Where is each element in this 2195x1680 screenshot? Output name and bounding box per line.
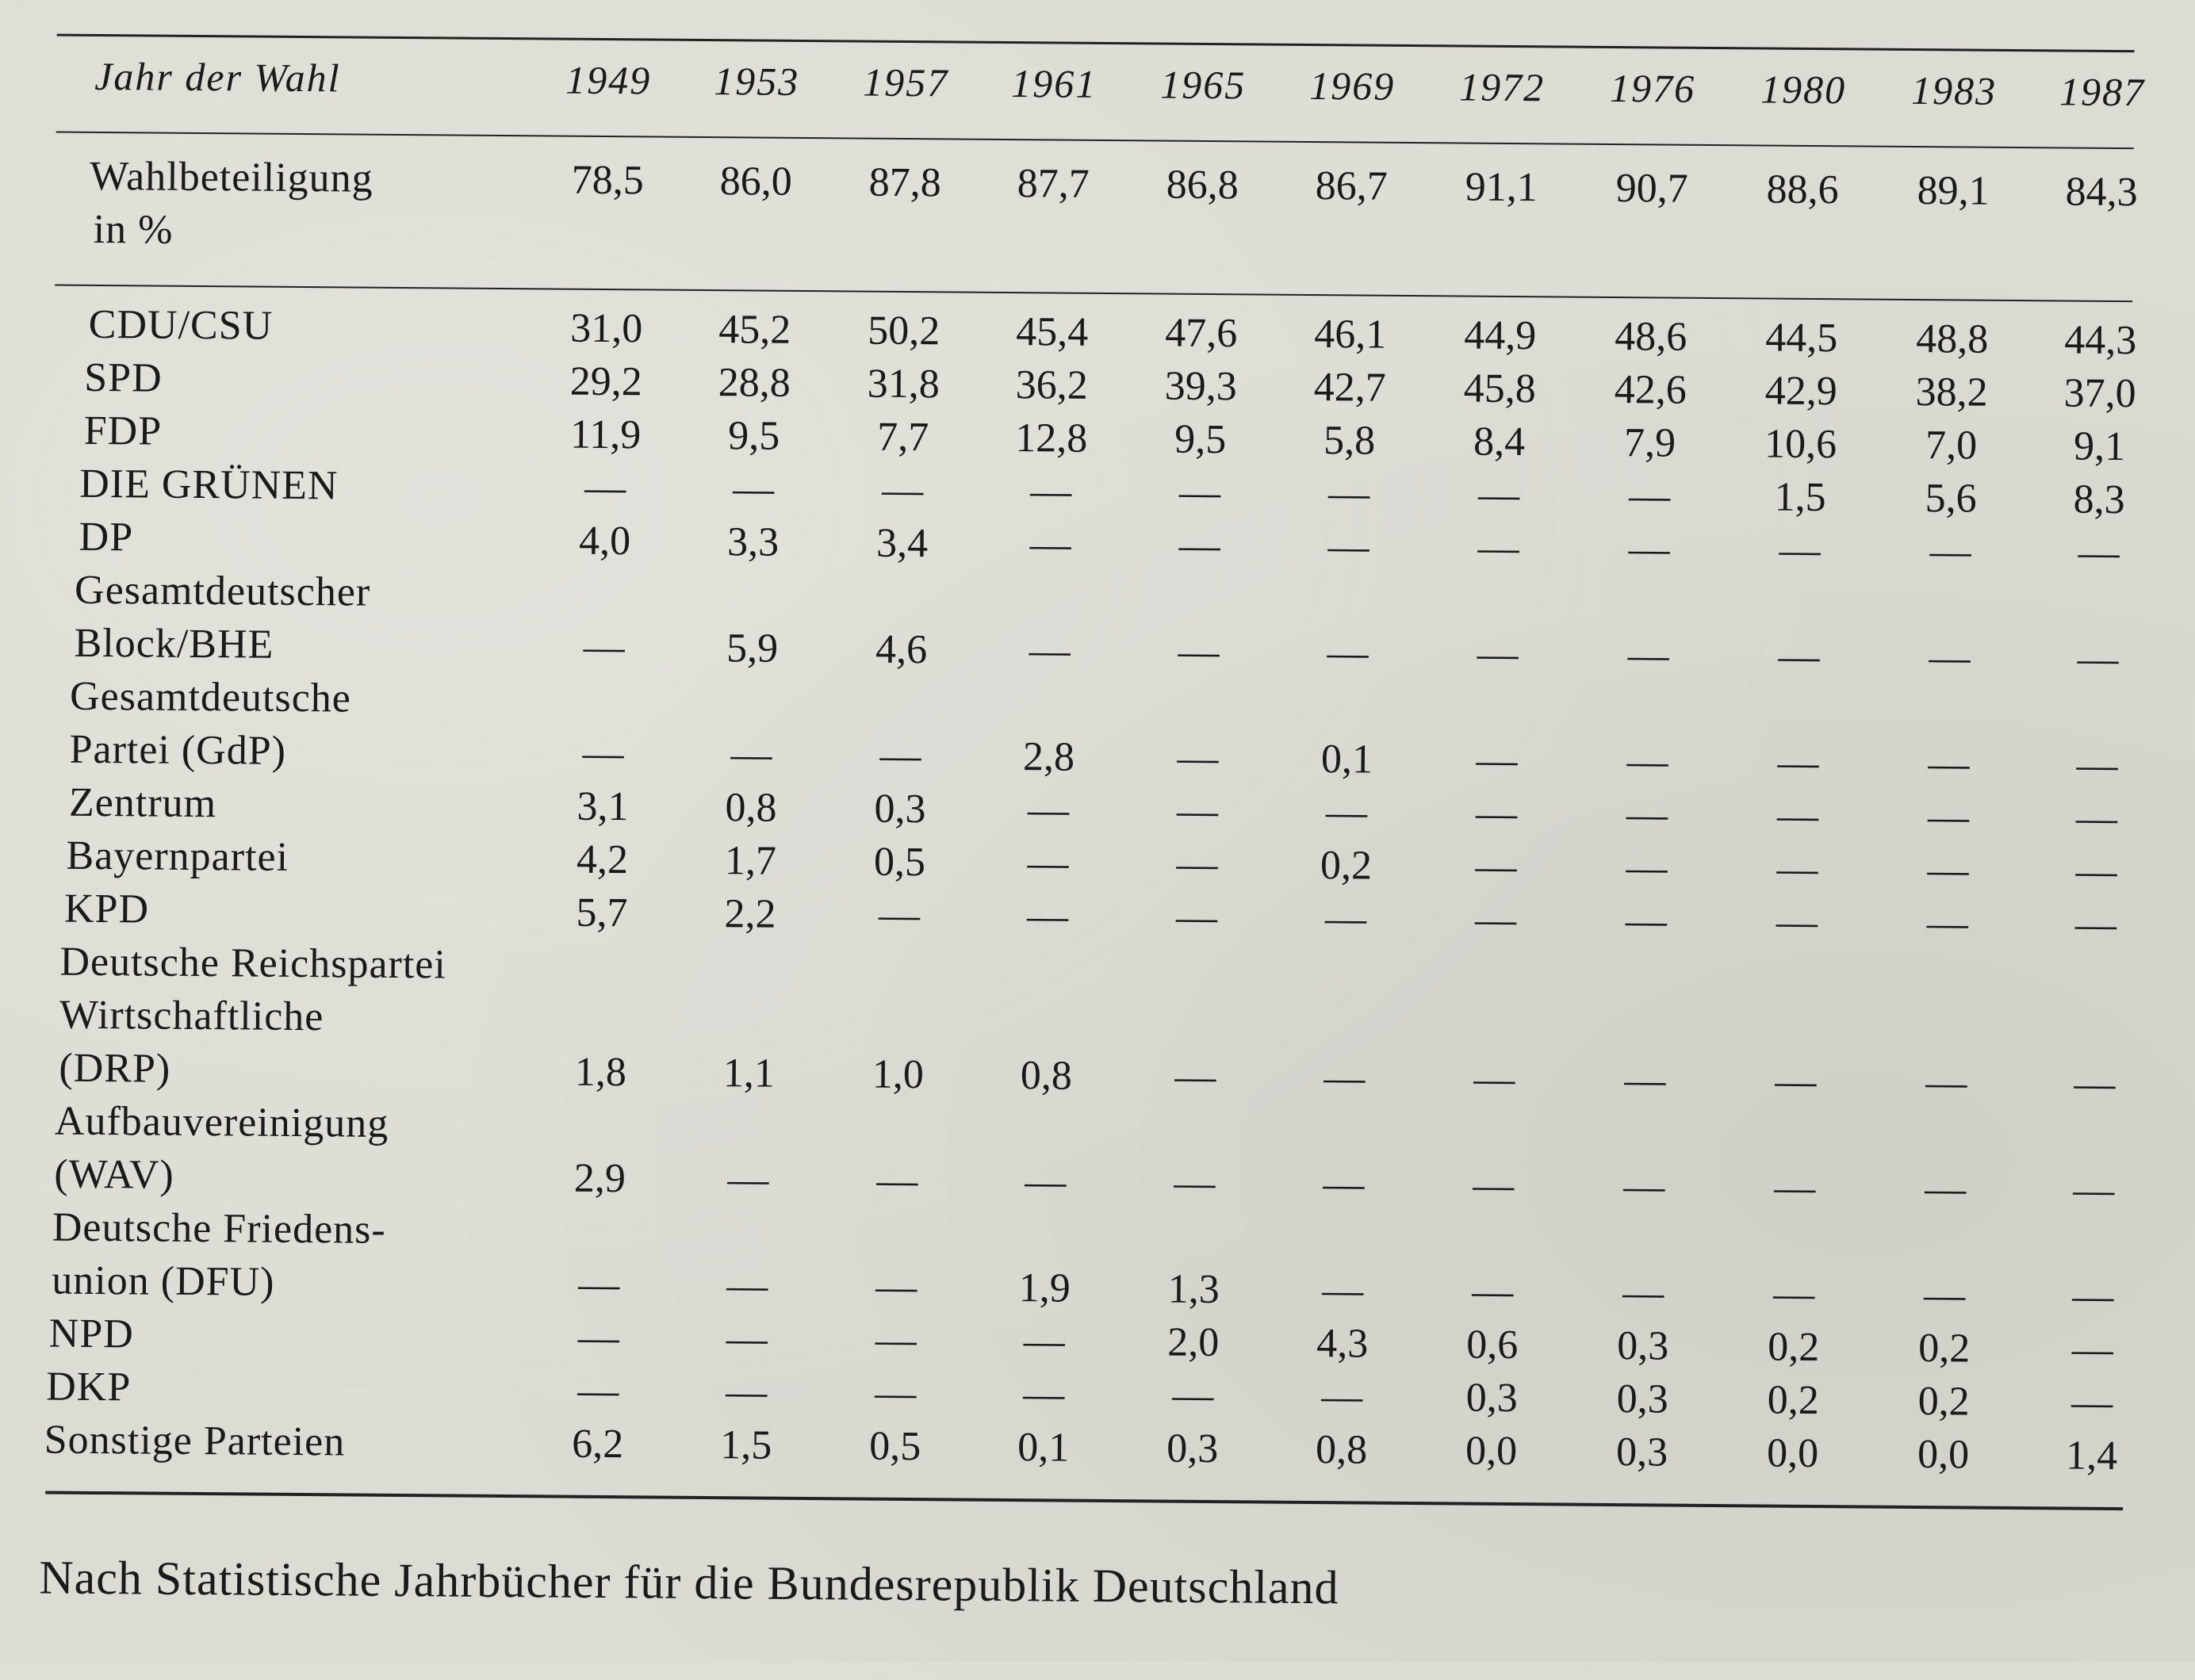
party-value: 9,1 [2073,423,2126,470]
party-label: (WAV) [54,1151,174,1198]
party-value: — [1927,794,1970,840]
party-value: 0,8 [1020,1053,1073,1099]
party-value: 2,0 [1167,1319,1220,1366]
party-value: — [1779,527,1821,574]
party-value: 0,1 [1320,737,1373,783]
party-label: Bayernpartei [66,832,289,880]
party-value: 31,0 [570,305,643,352]
party-value: — [1925,1166,1967,1212]
party-value: 6,2 [571,1421,624,1468]
party-value: — [1778,633,1820,680]
party-value: — [1176,841,1218,888]
turnout-value: 86,7 [1315,163,1388,209]
party-value: — [1171,1372,1214,1419]
party-value: — [1472,1269,1514,1315]
party-value: 0,1 [1017,1425,1070,1471]
party-label: (DRP) [59,1045,171,1092]
party-label: DKP [46,1364,132,1410]
party-value: — [2076,742,2118,789]
party-value: 0,2 [1767,1377,1819,1424]
party-value: — [1473,1056,1515,1103]
party-value: 44,9 [1464,312,1537,359]
party-value: — [1323,1161,1365,1207]
year-header-1949: 1949 [565,57,652,103]
party-value: — [727,1157,769,1203]
party-value: 0,3 [1617,1323,1669,1369]
party-value: 0,0 [1917,1432,1970,1478]
party-value: 1,1 [722,1050,776,1096]
party-label: Sonstige Parteien [44,1417,346,1465]
party-value: — [1324,1055,1366,1101]
party-value: 7,0 [1925,423,1978,469]
party-value: — [1925,1060,1967,1106]
turnout-label-line: Wahlbeteiligung [90,153,373,201]
party-value: — [1320,1374,1363,1420]
party-value: 44,3 [2063,317,2137,364]
party-label: CDU/CSU [88,301,274,349]
party-value: — [879,733,921,779]
party-value: — [878,892,921,939]
turnout-label-line: in % [93,206,174,253]
party-value: 1,9 [1018,1265,1071,1311]
party-value: 45,8 [1463,365,1536,412]
party-value: — [1322,1268,1364,1314]
party-value: 10,6 [1764,421,1837,468]
party-value: 42,9 [1764,368,1837,415]
party-value: — [1776,846,1818,893]
party-value: 2,8 [1022,734,1075,780]
party-value: 2,9 [573,1155,626,1202]
party-value: 3,3 [726,519,780,565]
party-value: — [1775,1058,1817,1105]
party-value: 1,4 [2065,1433,2118,1479]
party-value: — [1627,633,1669,679]
party-value: 0,0 [1766,1430,1819,1477]
party-label: SPD [84,354,163,401]
party-value: 7,7 [876,414,929,461]
party-value: — [726,1316,768,1362]
party-value: — [1473,1162,1515,1209]
party-value: — [726,1369,768,1415]
party-value: 4,2 [576,836,629,883]
party-value: — [1773,1271,1815,1318]
party-value: — [578,1261,620,1308]
party-value: 39,3 [1164,363,1237,410]
party-value: — [2073,1167,2115,1213]
party-value: — [1027,787,1070,833]
party-value: — [1929,529,1971,575]
turnout-row [0,149,2193,253]
party-value: — [881,467,924,514]
party-value: — [1178,469,1221,516]
party-value: 0,3 [1166,1426,1219,1472]
party-value: — [1029,469,1072,515]
party-value: — [1176,788,1219,835]
party-value: — [1324,896,1367,942]
party-value: — [875,1264,917,1311]
header-label: Jahr der Wahl [94,53,341,101]
party-value: 44,5 [1764,315,1838,362]
party-value: 4,0 [578,518,631,564]
party-value: — [875,1317,917,1364]
party-value: — [1177,735,1219,782]
turnout-value: 78,5 [571,157,644,204]
turnout-value: 89,1 [1917,167,1990,214]
party-value: — [1928,741,1970,787]
party-value: 0,0 [1465,1428,1518,1475]
party-label: DIE GRÜNEN [79,461,339,509]
party-value: 0,3 [1616,1376,1668,1422]
party-value: 0,2 [1917,1379,1970,1425]
party-value: — [582,730,624,777]
party-value: — [2075,848,2117,894]
party-value: 12,8 [1014,415,1088,461]
party-value: — [1628,473,1671,519]
party-value: 1,5 [1774,474,1826,521]
party-value: 4,3 [1316,1321,1369,1367]
party-value: 0,6 [1466,1322,1519,1368]
party-value: — [1628,526,1670,572]
party-value: — [1776,793,1819,840]
year-header-1987: 1987 [2059,69,2146,115]
party-value: — [1327,630,1369,676]
party-value: — [2074,1061,2116,1107]
party-value: — [1477,472,1520,519]
party-label: Deutsche Friedens- [52,1204,386,1253]
party-value: 2,2 [724,891,776,937]
party-label: FDP [83,408,163,454]
party-value: — [2071,1380,2113,1426]
party-value: — [1626,792,1668,838]
party-value: — [1029,628,1071,674]
party-value: 7,9 [1623,420,1676,466]
party-label: Partei (GdP) [69,726,287,774]
party-value: — [1475,790,1518,837]
party-label: Block/BHE [74,620,274,668]
party-value: 0,3 [874,786,926,832]
party-label: Aufbauvereinigung [54,1098,389,1146]
party-value: 0,8 [1315,1427,1368,1473]
party-value: 50,2 [868,308,940,354]
year-header-1969: 1969 [1308,63,1396,109]
party-label: DP [79,514,134,561]
party-value: 0,3 [1465,1375,1518,1422]
party-value: — [732,466,775,512]
year-header-1983: 1983 [1910,67,1998,113]
party-value: — [1025,1159,1067,1205]
party-value: 0,3 [1615,1429,1668,1475]
party-value: — [1174,1160,1216,1207]
year-header-1976: 1976 [1609,65,1696,111]
turnout-value: 87,8 [868,159,941,206]
party-label: KPD [63,886,150,932]
party-value: — [1622,1270,1664,1316]
party-value: — [1776,899,1818,946]
party-value: — [1929,635,1971,681]
party-value: — [1174,1054,1216,1100]
party-value: 4,6 [875,626,928,673]
party-value: — [1023,1372,1065,1418]
party-value: — [1924,1272,1966,1318]
party-value: 1,3 [1167,1266,1220,1313]
party-label: Wirtschaftliche [59,992,324,1040]
party-value: 5,7 [576,890,628,936]
turnout-value: 88,6 [1766,166,1839,213]
turnout-value: 90,7 [1615,166,1688,212]
party-label: NPD [48,1311,135,1357]
party-value: 47,6 [1165,310,1238,357]
party-value: 8,3 [2073,476,2125,523]
party-value: — [1327,524,1369,570]
party-value: — [1626,739,1668,785]
turnout-value: 91,1 [1465,164,1538,211]
party-value: 0,5 [873,839,926,886]
party-value: 29,2 [569,358,642,405]
party-value: — [2074,901,2117,947]
party-value: 11,9 [569,411,642,458]
table-top-rule [57,34,2135,53]
party-value: 48,8 [1915,316,1989,362]
party-value: 1,7 [724,838,777,884]
party-value: 3,4 [875,520,929,567]
party-value: 0,2 [1768,1324,1820,1371]
party-value: — [2075,795,2118,842]
party-value: — [2072,1273,2114,1319]
party-value: — [1477,631,1519,678]
year-header-1961: 1961 [1010,61,1098,106]
party-value: 46,1 [1314,312,1387,358]
party-value: — [1327,471,1370,517]
party-value: — [1325,790,1368,836]
party-value: — [584,465,626,511]
party-value: — [1477,525,1519,572]
party-value: — [577,1315,619,1361]
turnout-value: 87,7 [1017,161,1090,207]
party-value: — [1623,1164,1665,1210]
party-value: 28,8 [718,360,791,406]
party-value: — [577,1368,619,1414]
party-value: 5,9 [726,626,779,672]
party-value: — [1774,1165,1816,1211]
party-value: 48,6 [1615,314,1687,360]
party-value: — [1175,894,1218,941]
party-value: 42,7 [1313,365,1386,411]
party-value: 9,5 [727,413,780,459]
party-value: — [1027,840,1069,886]
party-value: 0,8 [725,785,777,831]
turnout-value: 86,8 [1166,162,1239,209]
year-header-1957: 1957 [863,59,949,105]
party-value: — [1475,844,1517,890]
party-value: — [1023,1318,1065,1364]
party-value: 1,5 [719,1422,772,1468]
party-value: 1,8 [574,1049,627,1096]
party-label: union (DFU) [52,1257,275,1305]
party-value: 1,0 [871,1051,925,1098]
party-value: — [2071,1326,2113,1372]
party-value: 5,8 [1323,418,1376,464]
year-header-1980: 1980 [1760,67,1847,113]
party-label: Gesamtdeutscher [74,567,371,615]
party-value: — [1927,848,1969,894]
party-value: 42,6 [1614,367,1687,413]
party-value: 9,5 [1174,416,1227,463]
party-value: 36,2 [1015,362,1088,408]
year-header-1972: 1972 [1458,64,1546,110]
party-value: — [583,624,625,671]
party-value: 3,1 [577,783,629,830]
table-turnout-rule [55,285,2132,303]
party-value: — [1474,897,1517,943]
party-value: — [1029,522,1071,568]
party-value: — [1178,629,1220,675]
party-value: — [2078,530,2120,576]
party-value: — [1777,740,1819,786]
party-value: — [1626,845,1668,891]
party-value: — [726,1263,768,1309]
party-value: 31,8 [867,361,940,408]
party-value: 0,2 [1320,843,1373,889]
party-value: — [1926,901,1969,947]
party-value: 45,2 [718,307,791,353]
turnout-value: 84,3 [2065,169,2138,216]
party-value: — [876,1158,918,1204]
party-value: — [2077,636,2119,683]
table-header-rule [56,132,2134,150]
turnout-value: 86,0 [719,159,792,205]
party-value: — [1624,1058,1666,1104]
party-value: 5,6 [1925,476,1977,522]
year-header-1953: 1953 [714,59,800,104]
party-value: 38,2 [1915,369,1988,415]
party-value: 0,2 [1917,1326,1971,1372]
party-value: — [1026,894,1069,939]
party-value: — [875,1370,917,1417]
party-value: 0,5 [868,1423,921,1470]
party-label: Gesamtdeutsche [69,673,352,721]
table-header-row [0,49,2194,115]
source-note: Nach Statistische Jahrbücher für die Bundesrepublik Deutschland [39,1551,1339,1614]
party-value: 45,4 [1016,309,1089,355]
party-value: — [730,732,772,778]
year-header-1965: 1965 [1159,62,1247,108]
party-label: Zentrum [68,779,217,827]
party-value: — [1178,522,1220,569]
party-value: — [1625,898,1668,944]
table-bottom-rule [45,1491,2123,1511]
party-label: Deutsche Reichspartei [59,939,447,988]
party-value: 8,4 [1473,419,1526,465]
party-value: — [1476,737,1518,784]
party-value: 37,0 [2063,370,2136,417]
